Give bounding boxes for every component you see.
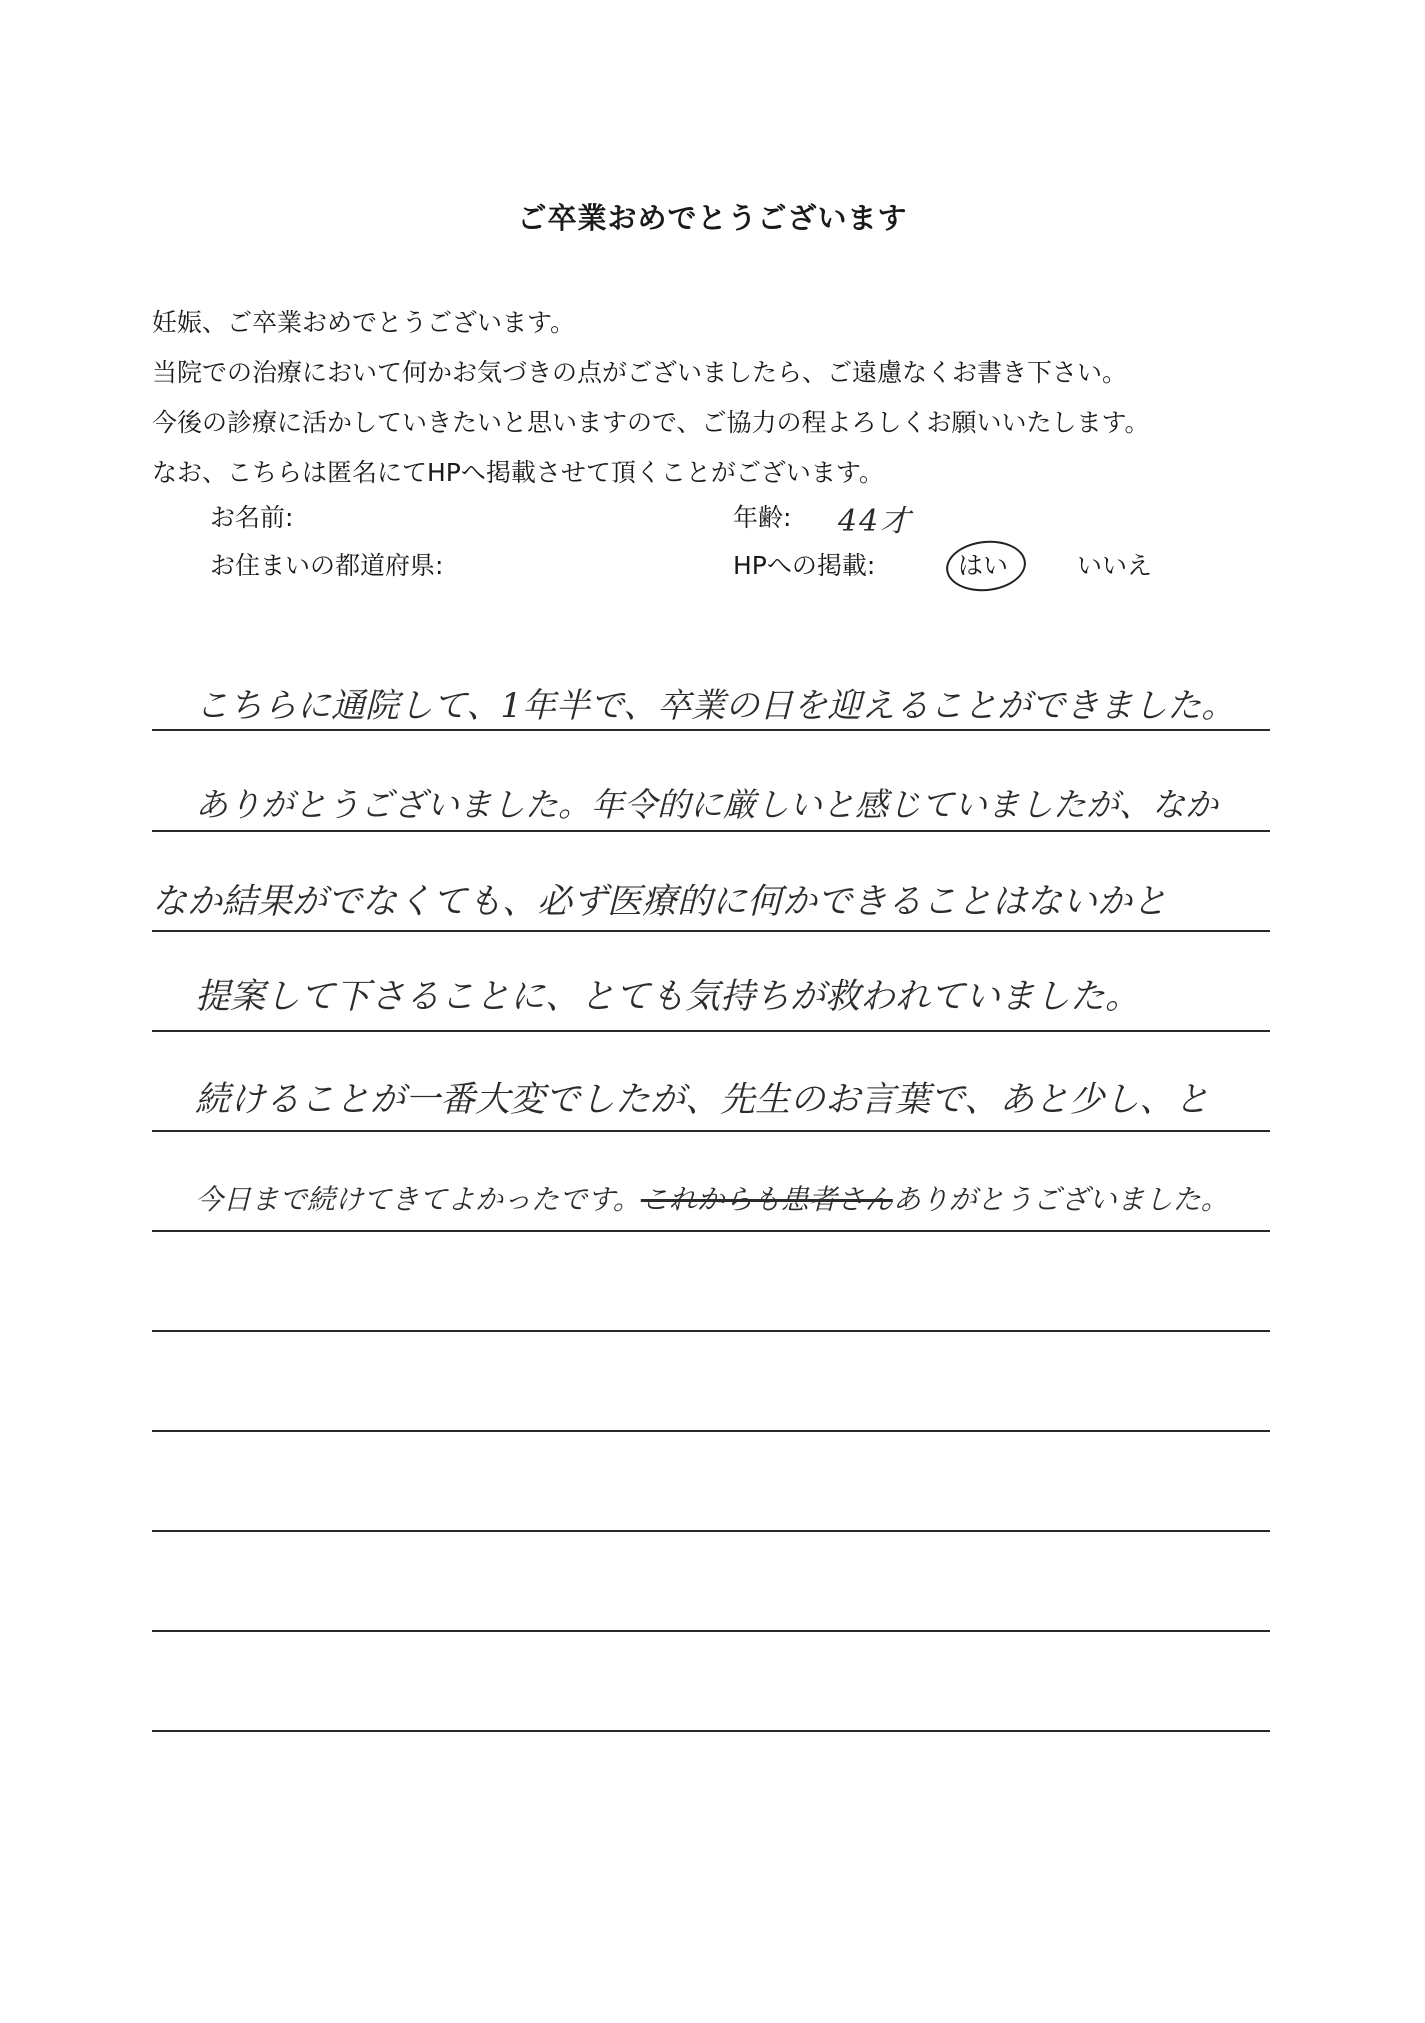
struck-through-text: これからも患者さん xyxy=(640,1183,893,1216)
handwritten-text: 今日まで続けてきてよかったです。 xyxy=(195,1183,641,1216)
writing-line xyxy=(152,930,1270,932)
hp-option-no: いいえ xyxy=(1077,551,1153,580)
handwritten-text: ありがとうございました。 xyxy=(892,1183,1229,1216)
selection-circle xyxy=(944,537,1029,595)
age-label: 年齢: xyxy=(733,503,792,532)
instructions xyxy=(152,298,1282,498)
instruction-line: 今後の診療に活かしていきたいと思いますので、ご協力の程よろしくお願いいたします。 xyxy=(152,408,1150,437)
writing-line xyxy=(152,1430,1270,1432)
writing-line xyxy=(152,1630,1270,1632)
handwritten-line xyxy=(195,1178,1229,1222)
writing-line xyxy=(152,1030,1270,1032)
name-label: お名前: xyxy=(210,503,294,532)
handwritten-line: 続けることが一番大変でしたが、先生のお言葉で、あと少し、と xyxy=(195,1080,1210,1120)
writing-line xyxy=(152,1330,1270,1332)
instruction-line: 妊娠、ご卒業おめでとうございます。 xyxy=(152,308,576,337)
writing-line xyxy=(152,830,1270,832)
handwritten-line: ありがとうございました。年令的に厳しいと感じていましたが、なか xyxy=(195,785,1218,824)
writing-line xyxy=(152,1530,1270,1532)
page-title: ご卒業おめでとうございます xyxy=(517,201,908,235)
prefecture-label: お住まいの都道府県: xyxy=(210,551,444,580)
writing-line xyxy=(152,1730,1270,1732)
hp-option-yes: はい xyxy=(958,551,1009,580)
instruction-line: 当院での治療において何かお気づきの点がございましたら、ご遠慮なくお書き下さい。 xyxy=(152,358,1128,387)
age-value: 44才 xyxy=(838,504,913,539)
writing-line xyxy=(152,1130,1270,1132)
handwritten-line: なか結果がでなくても、必ず医療的に何かできることはないかと xyxy=(152,882,1168,922)
hp-consent-label: HPへの掲載: xyxy=(733,551,876,580)
instruction-line: なお、こちらは匿名にてHPへ掲載させて頂くことがございます。 xyxy=(152,458,884,487)
handwritten-line: 提案して下さることに、とても気持ちが救われていました。 xyxy=(195,977,1141,1017)
handwritten-line: こちらに通院して、1年半で、卒業の日を迎えることができました。 xyxy=(195,686,1236,726)
writing-line xyxy=(152,1230,1270,1232)
writing-line xyxy=(152,729,1270,731)
